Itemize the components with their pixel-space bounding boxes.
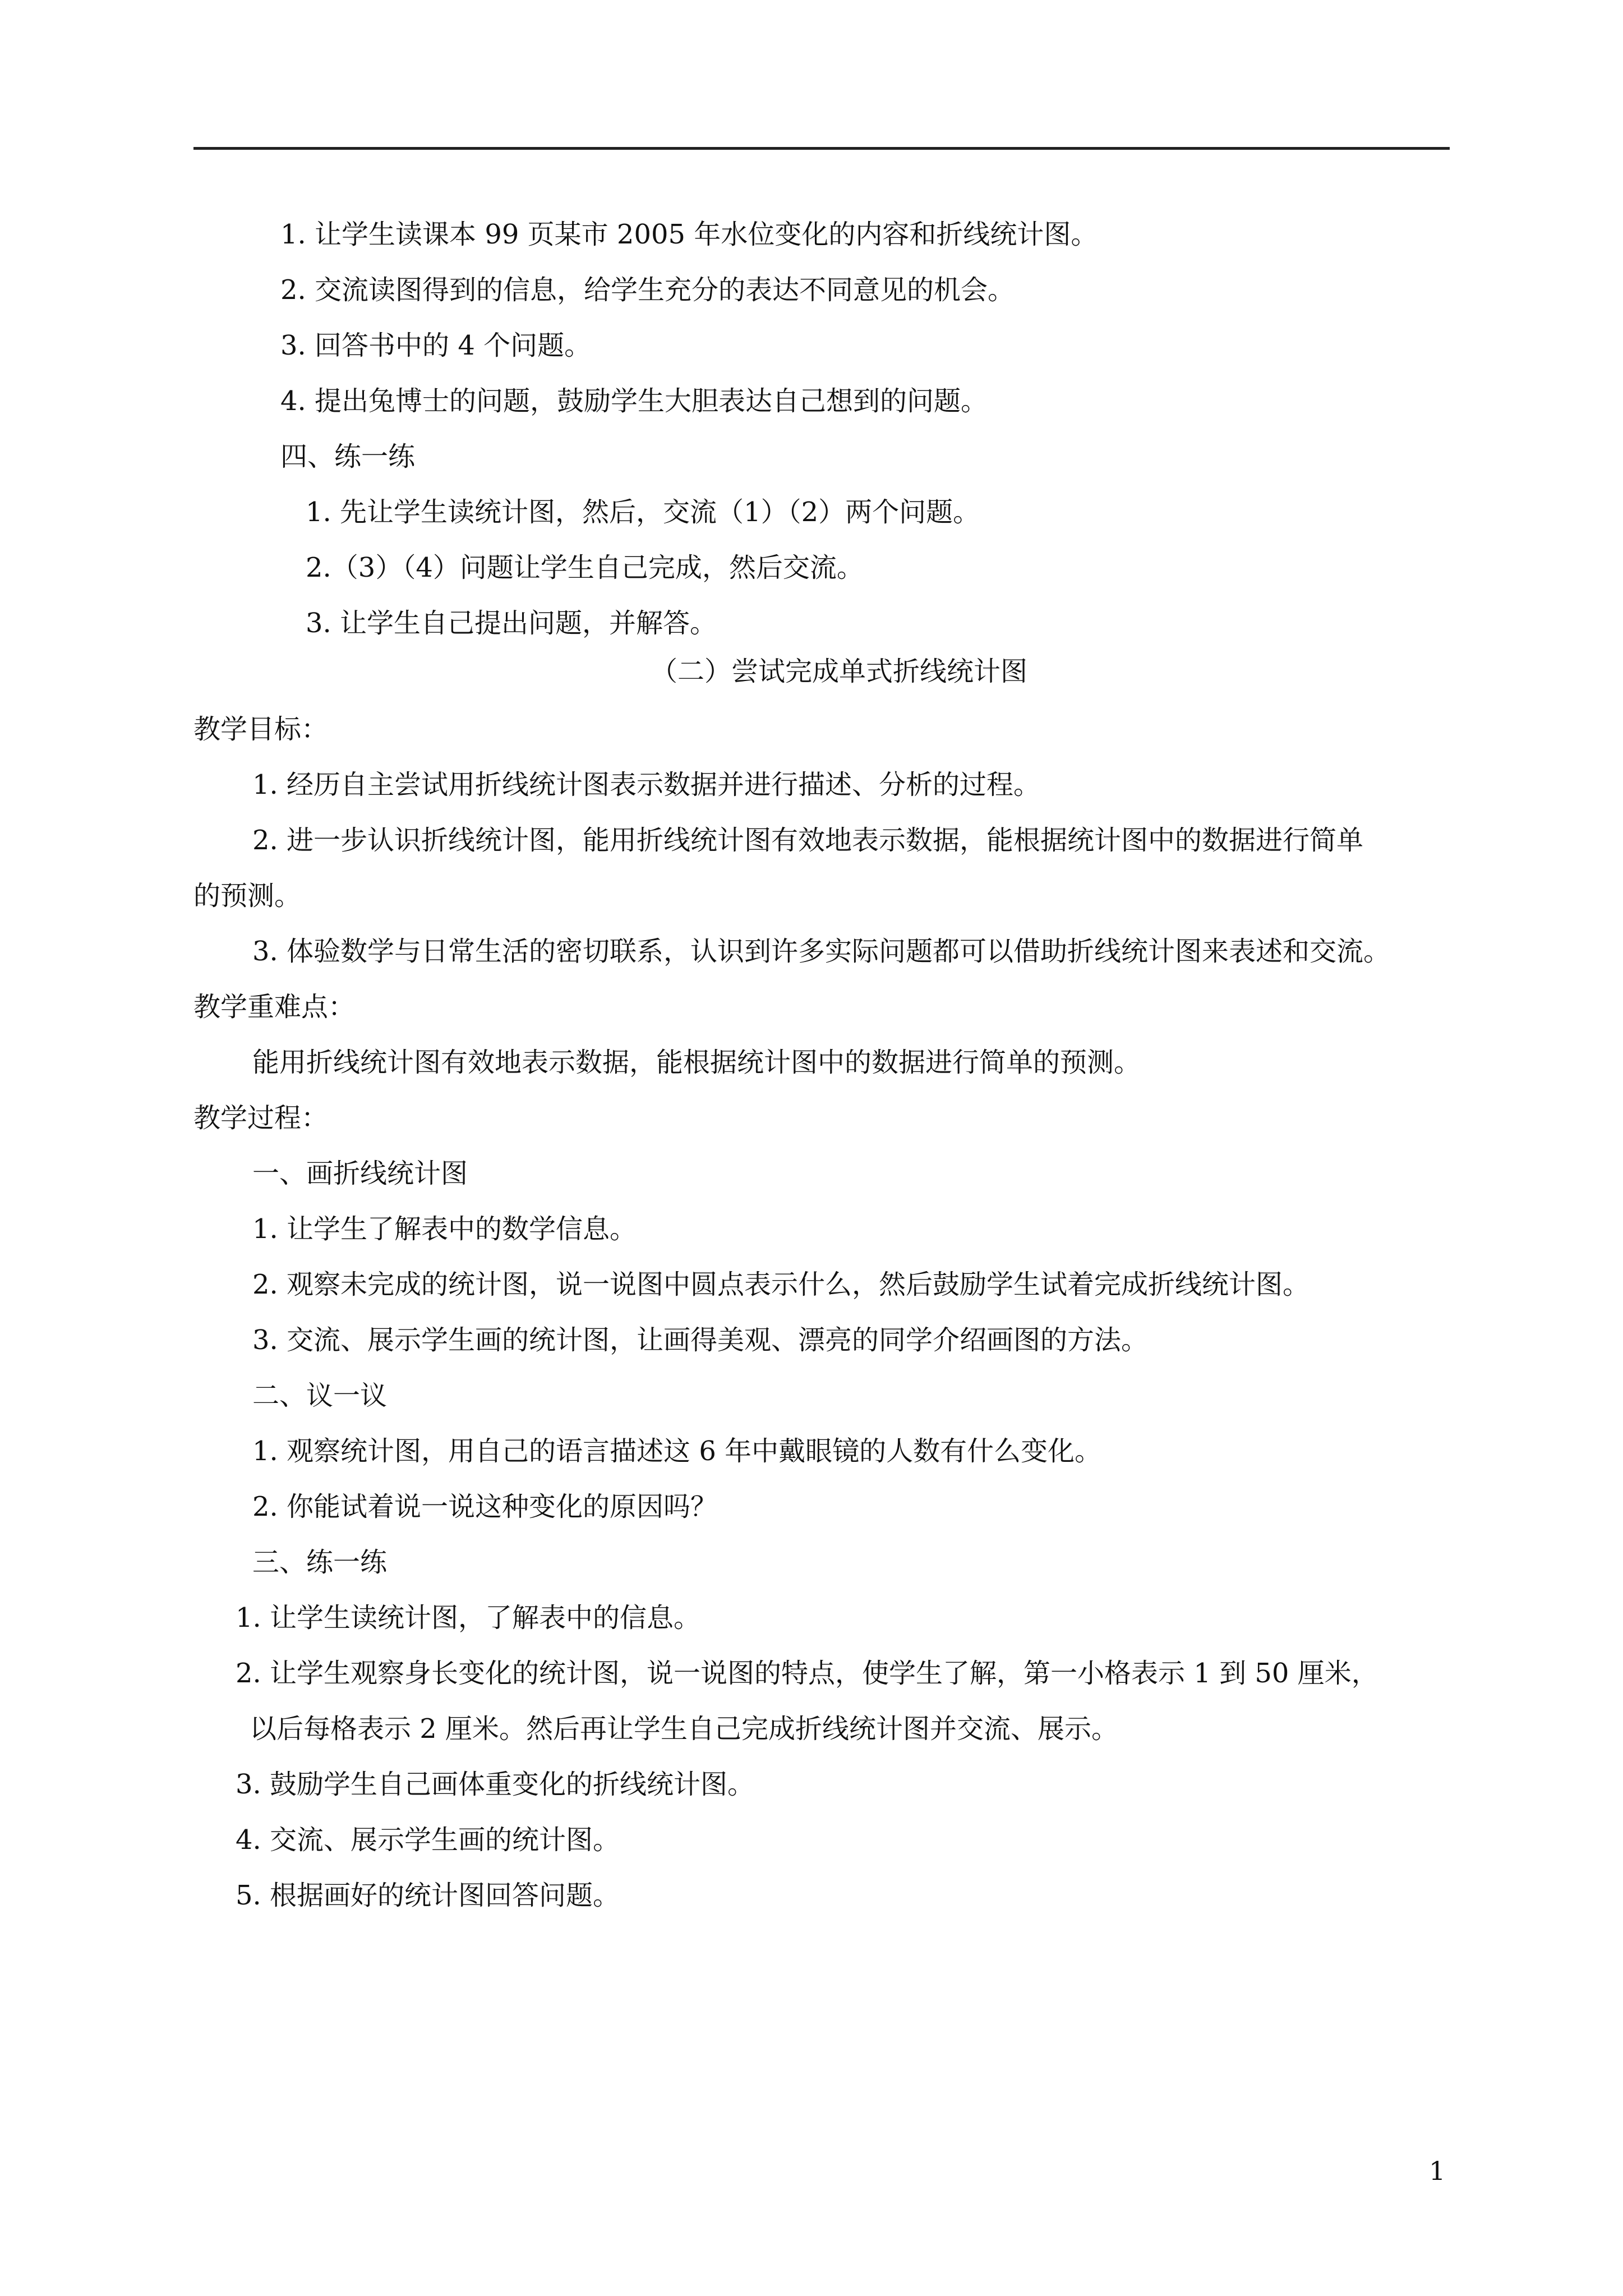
- text-line: 1. 经历自主尝试用折线统计图表示数据并进行描述、分析的过程。: [252, 769, 1041, 800]
- text-line: 2. 让学生观察身长变化的统计图，说一说图的特点，使学生了解，第一小格表示 1 到 50 厘米，: [236, 1658, 1378, 1689]
- text-line: 1. 让学生读统计图，了解表中的信息。: [236, 1602, 701, 1634]
- header-rule: [193, 147, 1450, 150]
- text-line: 2. 进一步认识折线统计图，能用折线统计图有效地表示数据，能根据统计图中的数据进行简单: [252, 825, 1364, 856]
- section-heading: 二、议一议: [252, 1380, 388, 1411]
- section-heading: 教学过程：: [193, 1102, 329, 1134]
- text-line: 4. 提出兔博士的问题，鼓励学生大胆表达自己想到的问题。: [280, 385, 988, 417]
- text-line: 1. 让学生读课本 99 页某市 2005 年水位变化的内容和折线统计图。: [280, 219, 1098, 250]
- text-line: 3. 回答书中的 4 个问题。: [280, 330, 592, 361]
- text-line: 3. 鼓励学生自己画体重变化的折线统计图。: [236, 1769, 755, 1800]
- text-line: 的预测。: [193, 880, 302, 912]
- text-line: 1. 让学生了解表中的数学信息。: [252, 1213, 637, 1245]
- text-line: 3. 交流、展示学生画的统计图，让画得美观、漂亮的同学介绍画图的方法。: [252, 1324, 1149, 1356]
- text-line: 2.（3）（4）问题让学生自己完成，然后交流。: [306, 552, 864, 583]
- section-heading: 教学重难点：: [193, 991, 356, 1023]
- text-line: 能用折线统计图有效地表示数据，能根据统计图中的数据进行简单的预测。: [252, 1047, 1141, 1078]
- text-line: 2. 观察未完成的统计图，说一说图中圆点表示什么，然后鼓励学生试着完成折线统计图。: [252, 1269, 1310, 1300]
- text-line: 3. 让学生自己提出问题，并解答。: [306, 608, 717, 639]
- section-heading: 教学目标：: [193, 714, 329, 745]
- text-line: 1. 观察统计图，用自己的语言描述这 6 年中戴眼镜的人数有什么变化。: [252, 1435, 1102, 1467]
- text-line: 2. 你能试着说一说这种变化的原因吗？: [252, 1491, 718, 1522]
- text-line: 3. 体验数学与日常生活的密切联系，认识到许多实际问题都可以借助折线统计图来表述和交流。: [252, 936, 1391, 967]
- lesson-title: （二）尝试完成单式折线统计图: [651, 656, 1028, 687]
- text-line: 1. 先让学生读统计图，然后，交流（1）（2）两个问题。: [306, 496, 980, 528]
- section-heading: 四、练一练: [280, 441, 416, 472]
- section-heading: 三、练一练: [252, 1547, 388, 1578]
- text-line: 2. 交流读图得到的信息，给学生充分的表达不同意见的机会。: [280, 274, 1015, 306]
- text-line: 以后每格表示 2 厘米。然后再让学生自己完成折线统计图并交流、展示。: [250, 1713, 1119, 1745]
- text-line: 4. 交流、展示学生画的统计图。: [236, 1824, 620, 1856]
- text-line: 5. 根据画好的统计图回答问题。: [236, 1880, 620, 1911]
- page-number: 1: [1429, 2156, 1446, 2186]
- section-heading: 一、画折线统计图: [252, 1158, 468, 1189]
